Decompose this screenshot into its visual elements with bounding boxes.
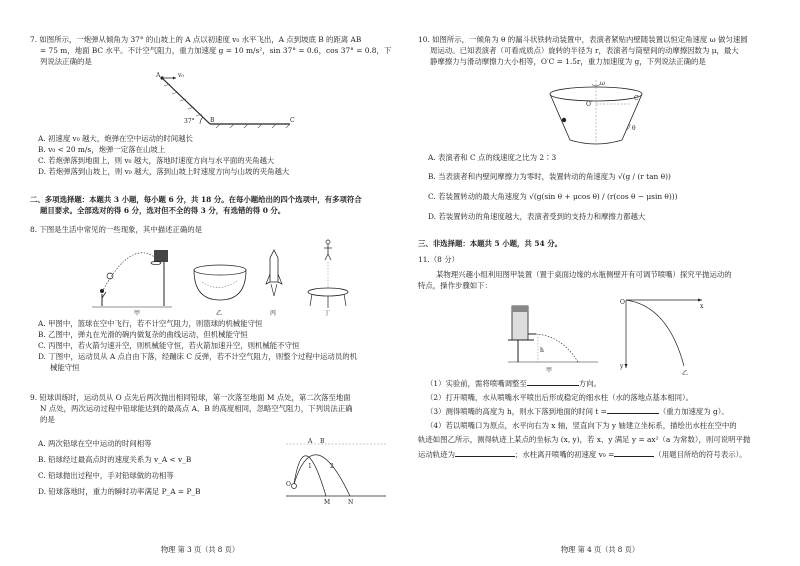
label-h: h <box>540 347 544 354</box>
shot-put-figure <box>280 434 390 506</box>
page-number-right: 物理 第 4 页（共 8 页） <box>560 545 640 555</box>
label-path-1: 1 <box>308 463 312 470</box>
q11-line: 某物理兴趣小组利用图甲装置（置于桌面边缘的水瓶侧壁开有可调节喷嘴）探究平抛运动的 <box>436 270 732 280</box>
label-m: M <box>324 499 331 506</box>
section-2-line: 题目要求。全部选对的得 6 分，选对但不全的得 3 分，有选错的得 0 分。 <box>40 206 286 216</box>
q8-option: C. 丙图中，若火箭匀速升空，则机械能守恒，若火箭加速升空，则机械能不守恒 <box>38 341 300 351</box>
q7-line: 7. 如图所示，一炮弹从倾角为 37° 的山坡上的 A 点以初速度 v₀ 水平飞出，A 点到坡底 B 的距离 AB <box>30 35 362 44</box>
label-b: B <box>210 117 215 124</box>
label-n: N <box>348 499 354 506</box>
label-point-a: A <box>308 438 313 445</box>
fig-label-yi-11: 乙 <box>682 370 689 376</box>
q9-line: 的是 <box>40 415 55 425</box>
label-o: O <box>286 481 291 488</box>
question-9 <box>30 392 380 425</box>
q10-line: 周运动。已知表演者（可看成质点）旋转的半径为 r，表演者与筒壁间的动摩擦因数为 μ，最大 <box>430 46 739 56</box>
q7-option: D. 若炮弹落到山坡上，则 v₀ 越大，落到山坡上时速度方向与山坡的夹角越大 <box>38 167 290 177</box>
q10-option: B. 当表演者和内壁间摩擦力为零时，装置转动的角速度为 √(g / (r tan θ)) <box>428 172 671 182</box>
step-text: 运动轨迹为 <box>418 449 455 459</box>
q10-option: D. 若装置转动的角速度越大，表演者受到的支持力和摩擦力都越大 <box>428 212 646 222</box>
step-text: （1）实验前，需将喷嘴调整至 <box>426 379 527 388</box>
funnel-figure <box>542 78 654 150</box>
q10-option: A. 表演者和 C 点的线速度之比为 2∶3 <box>428 153 557 162</box>
q9-option: B. 铅球经过最高点时的速度关系为 v_A < v_B <box>38 455 192 465</box>
step-text: （重力加速度为 g）。 <box>658 407 729 417</box>
trajectory-figure <box>619 299 704 377</box>
q11-step-4-cont <box>418 449 796 460</box>
q11-line: 特点，操作步骤如下： <box>418 281 492 291</box>
question-10 <box>418 34 788 67</box>
step-text: ；水柱离开喷嘴的初速度 v₀ = <box>514 449 615 459</box>
section-3-header <box>418 238 562 249</box>
q9-line: 9. 铅球训练时，运动员从 O 点先后两次抛出相同铅球，第一次落至地面 M 点处，第二次落至地面 <box>30 393 351 402</box>
section-3-text: 三、非选择题：本题共 5 小题，共 54 分。 <box>418 239 562 248</box>
q11-steps <box>418 378 796 460</box>
trampoline-figure <box>308 240 348 316</box>
page-number-left: 物理 第 3 页（共 8 页） <box>160 545 240 555</box>
label-c: C <box>290 117 295 124</box>
q7-line: = 75 m，地面 BC 水平。不计空气阻力，重力加速度 g = 10 m/s²，sin 37° = 0.6，cos 37° = 0.8，下 <box>40 46 392 56</box>
q8-option: B. 乙图中，弹丸在光滑的碗内做复杂的曲线运动，但机械能守恒 <box>38 330 248 340</box>
q8-stem-text: 8. 下图是生活中常见的一些现象，其中描述正确的是 <box>30 225 202 234</box>
angle-label: 37° <box>184 118 195 125</box>
q9-option: D. 铅球落地时，重力的瞬时功率满足 P_A = P_B <box>38 487 201 497</box>
slope-figure <box>140 70 300 132</box>
question-11 <box>418 254 788 291</box>
fig-label-jia-11: 甲 <box>546 367 553 374</box>
label-origin: O <box>620 299 625 306</box>
page-right <box>400 0 800 566</box>
bowl-figure <box>194 265 246 316</box>
section-2-line: 二、多项选择题：本题共 3 小题，每小题 6 分，共 18 分。在每小题给出的四个选项中，有多项符合 <box>30 195 362 204</box>
step-text: （2）打开喷嘴，水从喷嘴水平喷出后形成稳定的细水柱（水的落地点基本相同）。 <box>426 393 694 403</box>
q7-line: 列说法正确的是 <box>40 57 92 67</box>
basketball-figure <box>92 250 172 316</box>
q8-stem <box>30 224 202 235</box>
water-bottle-figure <box>508 306 598 374</box>
q9-option: A. 两次铅球在空中运动的时间相等 <box>38 439 152 448</box>
question-7 <box>30 34 392 67</box>
q7-option: A. 初速度 v₀ 越大，炮弹在空中运动的时间越长 <box>38 134 193 143</box>
answer-blank[interactable] <box>455 449 515 457</box>
label-c-point: C <box>634 95 639 102</box>
label-point-b: B <box>320 438 325 445</box>
answer-blank[interactable] <box>527 378 579 386</box>
q11-head: 11.（8 分） <box>418 255 459 264</box>
q7-option: B. v₀ < 20 m/s，炮弹一定落在山坡上 <box>38 145 166 155</box>
answer-blank[interactable] <box>607 406 659 414</box>
label-x-axis: x <box>700 303 704 310</box>
q8-option: D. 丁图中，运动员从 A 点自由下落，经蹦床 C 反弹，若不计空气阻力，则整个过程中运动员的机 <box>38 352 357 362</box>
q11-step-1 <box>426 378 796 389</box>
label-o-prime: O′ <box>586 101 593 108</box>
step-text: （用题目所给的符号表示）。 <box>654 449 747 459</box>
section-2-header <box>30 194 390 216</box>
q10-option: C. 若装置转动的最大角速度为 √(g(sin θ + μcos θ) / (r(cos θ − μsin θ))) <box>428 192 678 202</box>
label-path-2: 2 <box>330 463 334 470</box>
label-theta: θ <box>632 125 636 132</box>
q11-step-4 <box>426 420 796 431</box>
q8-option: A. 甲图中，篮球在空中飞行，若不计空气阻力，则篮球的机械能守恒 <box>38 319 263 328</box>
step-text: （4）若以喷嘴口为原点，水平向右为 x 轴，竖直向下为 y 轴建立坐标系，描绘出水柱在空中的 <box>426 421 737 431</box>
fig-label-yi: 乙 <box>216 310 223 316</box>
fig-label-bing: 丙 <box>270 310 277 316</box>
q8-option: 械能守恒 <box>50 363 80 373</box>
q10-options <box>428 152 788 222</box>
q8-options <box>38 318 388 374</box>
rocket-figure <box>266 250 282 316</box>
q9-line: N 点处，两次运动过程中铅球能达到的最高点 A、B 的高度相同，忽略空气阻力，下列说法正确 <box>40 404 353 414</box>
q7-options <box>38 133 388 177</box>
q10-line: 10. 如图所示，一倾角为 θ 的漏斗状铁转动装置中，表演者紧贴内壁随装置以恒定角速度 ω 做匀速圆 <box>418 35 748 44</box>
fig-label-ding: 丁 <box>324 310 331 316</box>
q9-options <box>38 438 278 497</box>
step-text: 方向。 <box>578 379 601 388</box>
answer-blank[interactable] <box>614 449 654 457</box>
label-a: A <box>156 72 161 79</box>
q11-step-2 <box>426 392 796 403</box>
q10-line: 静摩擦力与滑动摩擦力大小相等，O′C = 1.5r，重力加速度为 g，下列说法正确的是 <box>430 57 706 67</box>
fig-label-jia: 甲 <box>134 310 141 316</box>
step-text: （3）测得喷嘴的高度为 h，则水下落到地面的时间 t = <box>426 407 607 417</box>
q11-step-4-cont: 轨迹如图乙所示，测得轨迹上某点的坐标为 (x, y)，若 x、y 满足 y = ax²（a 为常数），则可说明平抛 <box>418 435 751 445</box>
q7-option: C. 若炮弹落到地面上，则 v₀ 越大，落地时速度方向与水平面的夹角越大 <box>38 156 275 166</box>
label-v0: v₀ <box>178 72 184 79</box>
q8-figures <box>92 236 362 316</box>
q11-figures <box>508 296 708 376</box>
label-y-axis: y <box>620 363 624 370</box>
label-omega: ω <box>600 80 605 87</box>
q11-step-3 <box>426 406 796 417</box>
q9-option: C. 铅球抛出过程中，手对铅球做的功相等 <box>38 471 174 481</box>
